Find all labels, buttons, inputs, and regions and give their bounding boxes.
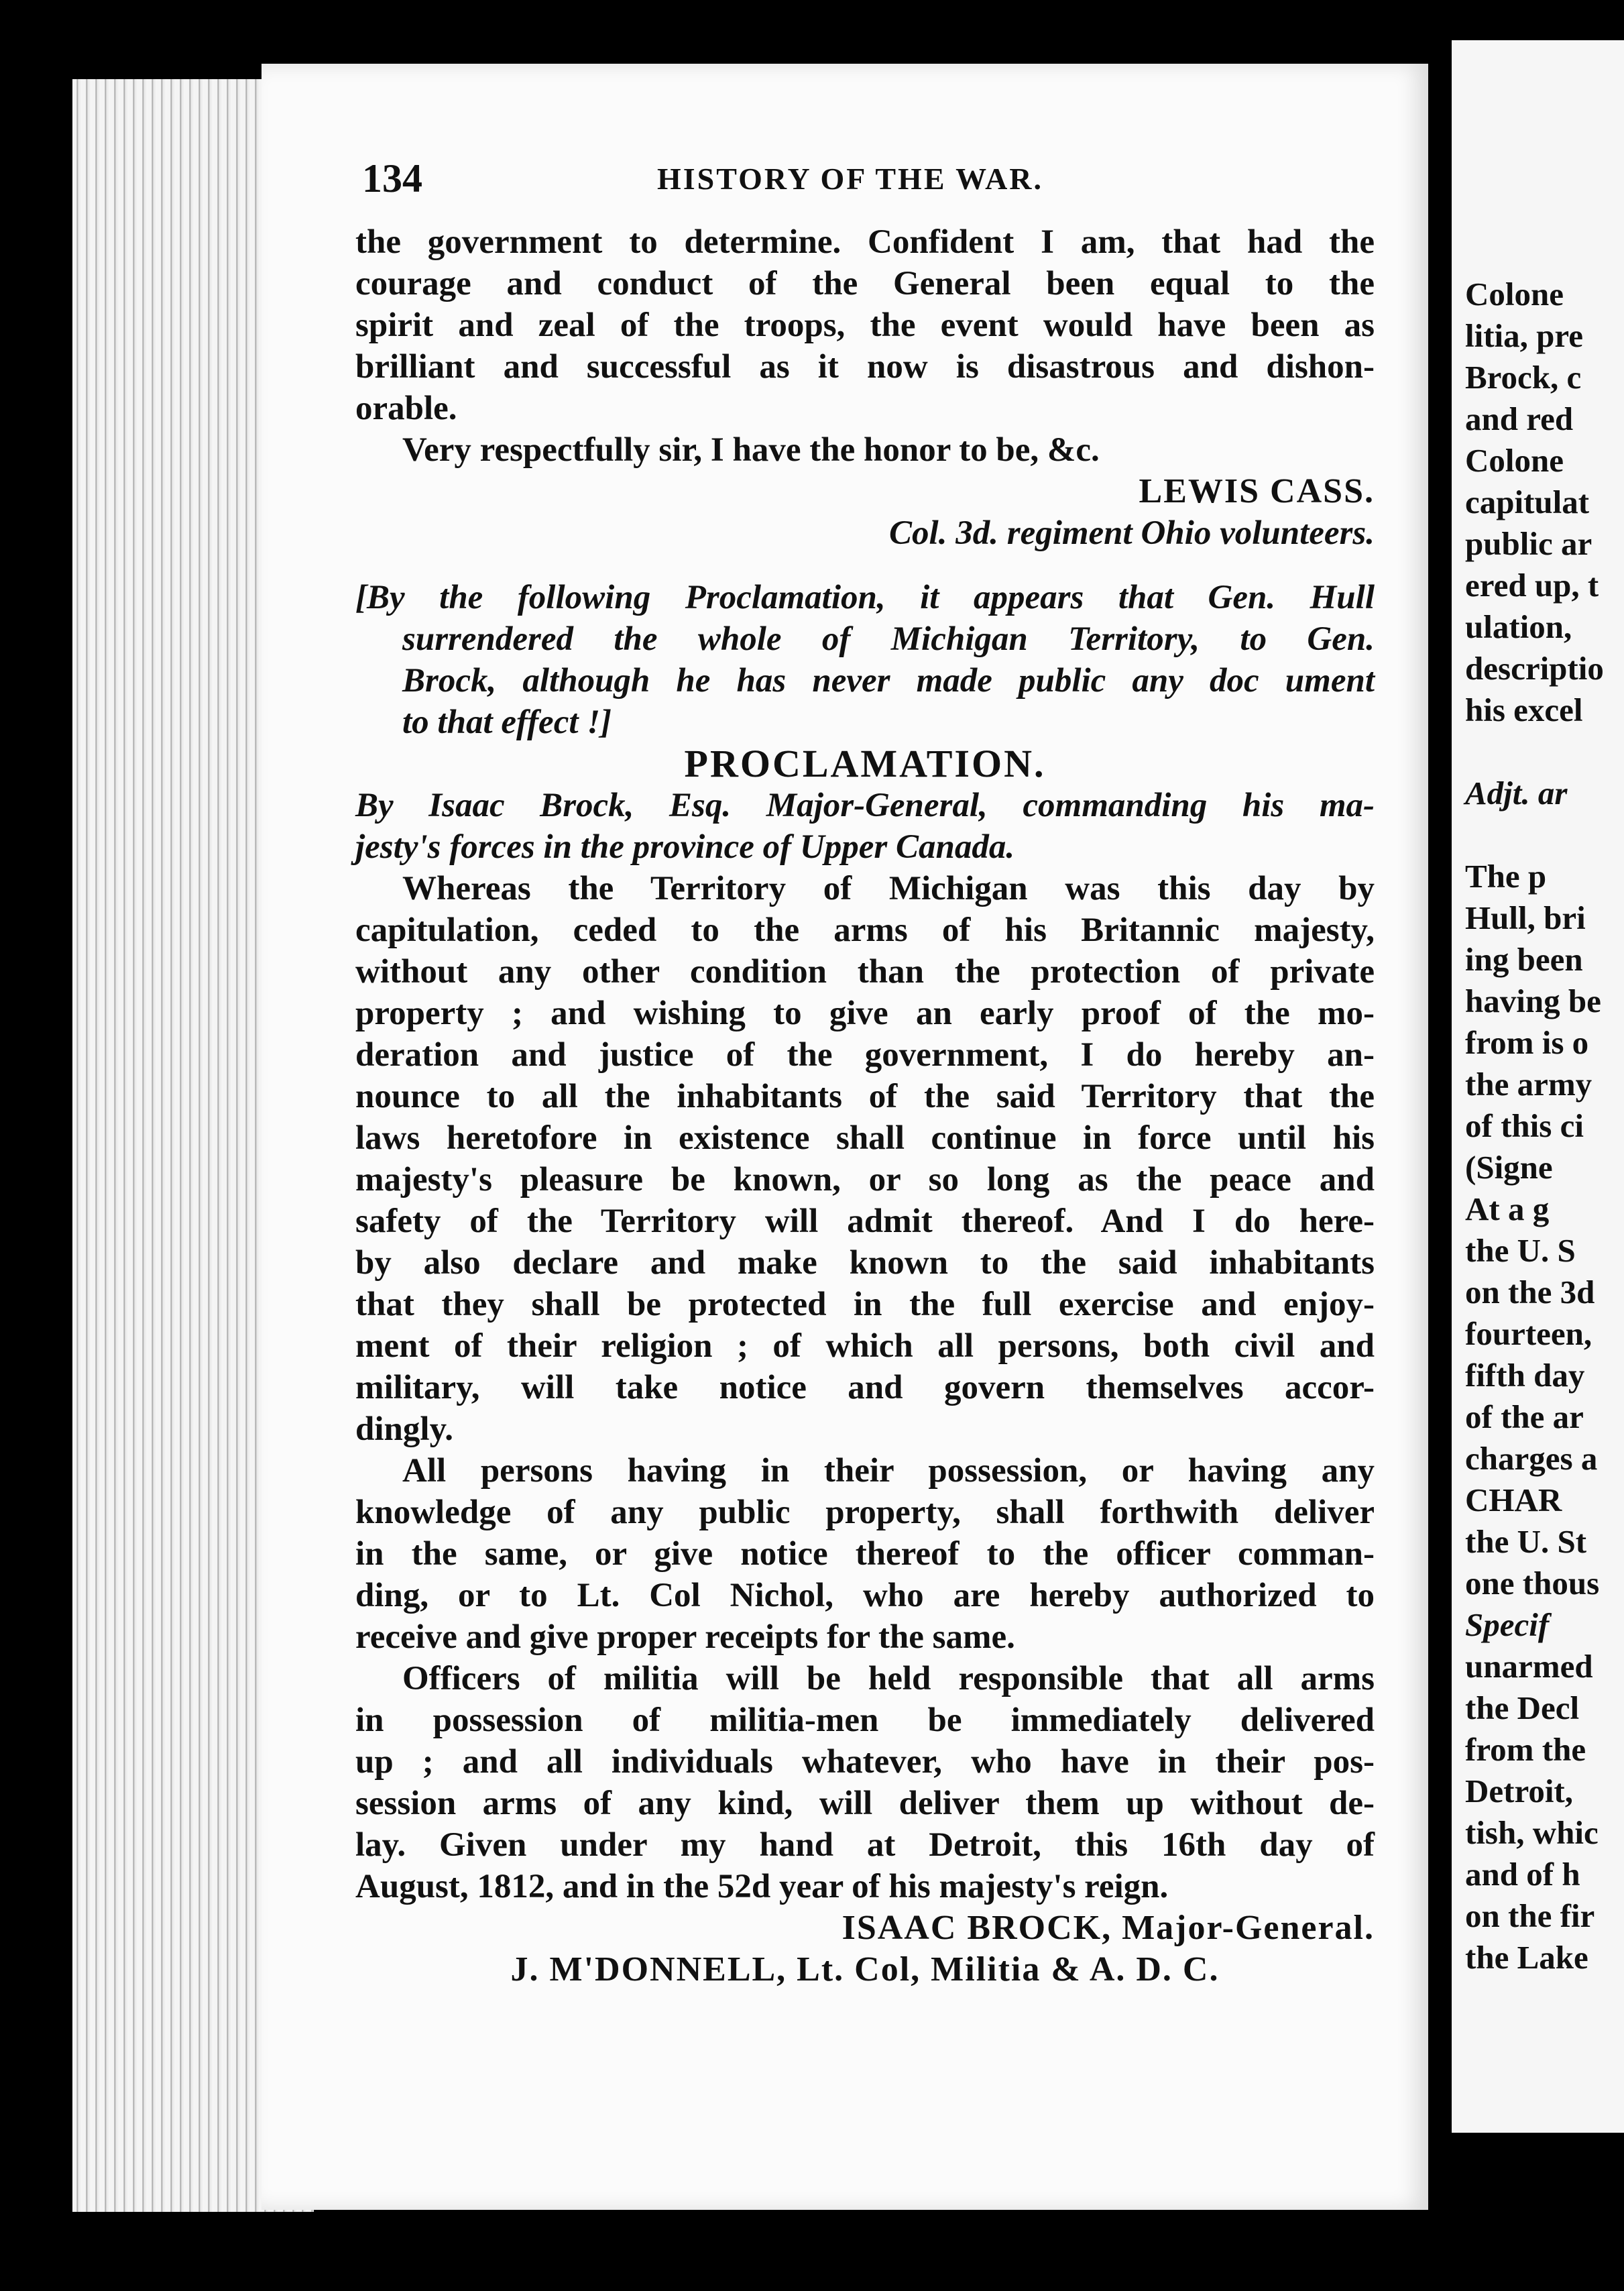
text-line: brilliant and successful as it now is disastrous and dishon- (355, 348, 1375, 386)
text-line: lay. Given under my hand at Detroit, this 16th day of (355, 1826, 1375, 1864)
right-page-line: At a g (1465, 1190, 1550, 1227)
right-page-line: descriptio (1465, 650, 1604, 687)
signature-mdonnell: J. M'DONNELL, Lt. Col, Militia & A. D. C. (510, 1950, 1220, 1989)
right-page-line: the U. S (1465, 1232, 1576, 1269)
right-page (1452, 40, 1624, 2133)
right-page-line: Brock, c (1465, 359, 1582, 396)
right-page-line: litia, pre (1465, 317, 1584, 354)
right-page-line: of the ar (1465, 1398, 1584, 1435)
running-head (362, 156, 1368, 203)
right-page-line: fifth day (1465, 1357, 1585, 1394)
right-page-line: his excel (1465, 691, 1583, 728)
signer-name: LEWIS CASS. (1139, 472, 1375, 510)
right-page-line (1452, 731, 1604, 773)
right-page-line: from the (1465, 1731, 1586, 1768)
text-line: capitulation, ceded to the arms of his Britannic majesty, (355, 911, 1375, 949)
running-title: HISTORY OF THE WAR. (657, 162, 1044, 196)
right-page-line: capitulat (1465, 484, 1590, 520)
right-page-line: ulation, (1465, 608, 1572, 645)
right-page-line: tish, whic (1465, 1814, 1599, 1851)
right-page-line: unarmed (1465, 1648, 1593, 1685)
right-page-line: from is o (1465, 1024, 1589, 1061)
text-line: Officers of militia will be held responsible that all arms (402, 1660, 1375, 1697)
text-line: majesty's pleasure be known, or so long as the peace and (355, 1161, 1375, 1198)
text-line: orable. (355, 390, 457, 427)
text-line: All persons having in their possession, or having any (402, 1452, 1375, 1490)
note-line: Brock, although he has never made public any doc ument (402, 662, 1375, 700)
text-line: courage and conduct of the General been equal to the (355, 265, 1375, 302)
byline-line: jesty's forces in the province of Upper Canada. (355, 828, 1015, 866)
signer-title: Col. 3d. regiment Ohio volunteers. (889, 514, 1375, 552)
right-page-line: on the 3d (1465, 1274, 1595, 1310)
signature-brock: ISAAC BROCK, Major-General. (842, 1909, 1375, 1947)
right-page-line: The p (1465, 858, 1547, 895)
text-line: safety of the Territory will admit thereof. And I do here- (355, 1203, 1375, 1240)
text-line: ment of their religion ; of which all persons, both civil and (355, 1327, 1375, 1365)
right-page-line: the U. St (1465, 1523, 1587, 1560)
paragraph-letter-end (355, 221, 1375, 429)
right-page-line: the Lake (1465, 1939, 1588, 1976)
page-number: 134 (362, 156, 422, 201)
text-line: by also declare and make known to the said inhabitants (355, 1244, 1375, 1282)
right-page-line: fourteen, (1465, 1315, 1592, 1352)
right-page-line: and red (1465, 400, 1574, 437)
right-page-line: on the fir (1465, 1897, 1595, 1934)
text-line: that they shall be protected in the full exercise and enjoy- (355, 1286, 1375, 1323)
byline-line: By Isaac Brock, Esq. Major-General, commanding his ma- (355, 787, 1375, 824)
text-line: without any other condition than the protection of private (355, 953, 1375, 991)
right-page-line: of this ci (1465, 1107, 1584, 1144)
text-line: laws heretofore in existence shall continue in force until his (355, 1119, 1375, 1157)
right-page-line (1452, 814, 1604, 856)
text-line: dingly. (355, 1410, 454, 1448)
note-line: to that effect !] (402, 704, 612, 741)
text-line: up ; and all individuals whatever, who have in their pos- (355, 1743, 1375, 1781)
proclamation-paragraph (355, 1450, 1375, 1658)
main-text (355, 221, 1375, 1991)
right-page-line: having be (1465, 983, 1601, 1019)
text-line: spirit and zeal of the troops, the event would have been as (355, 306, 1375, 344)
text-line: ding, or to Lt. Col Nichol, who are hereby authorized to (355, 1577, 1375, 1614)
right-page-line: Detroit, (1465, 1773, 1573, 1809)
text-line: in the same, or give notice thereof to the officer comman- (355, 1535, 1375, 1573)
proclamation-heading: PROCLAMATION. (684, 742, 1046, 785)
right-page-line: ered up, t (1465, 567, 1599, 604)
proclamation-paragraph (355, 868, 1375, 1450)
right-page-line: charges a (1465, 1440, 1598, 1477)
text-line: in possession of militia-men be immediately delivered (355, 1701, 1375, 1739)
right-page-line: and of h (1465, 1856, 1580, 1893)
right-page-line: Specif (1465, 1606, 1550, 1643)
right-page-line: ing been (1465, 941, 1583, 978)
text-line: Whereas the Territory of Michigan was this day by (402, 870, 1375, 907)
right-page-line: the Decl (1465, 1689, 1580, 1726)
right-page-line: Colone (1465, 442, 1564, 479)
right-page-line: (Signe (1465, 1149, 1553, 1186)
text-line: receive and give proper receipts for the same. (355, 1618, 1015, 1656)
right-page-line: public ar (1465, 525, 1592, 562)
right-page-line: one thous (1465, 1565, 1600, 1602)
note-line: surrendered the whole of Michigan Territory, to Gen. (402, 620, 1375, 658)
editorial-note (355, 577, 1375, 743)
text-line: August, 1812, and in the 52d year of his majesty's reign. (355, 1868, 1169, 1905)
text-line: military, will take notice and govern themselves accor- (355, 1369, 1375, 1406)
right-page-line: Colone (1465, 276, 1564, 313)
text-line: property ; and wishing to give an early proof of the mo- (355, 995, 1375, 1032)
right-page-line: Hull, bri (1465, 899, 1586, 936)
letter-closing: Very respectfully sir, I have the honor to be, &c. (402, 431, 1100, 469)
proclamation-paragraph (355, 1658, 1375, 1907)
right-page-line: Adjt. ar (1465, 775, 1568, 812)
text-line: the government to determine. Confident I am, that had the (355, 223, 1375, 261)
text-line: nounce to all the inhabitants of the said Territory that the (355, 1078, 1375, 1115)
text-line: deration and justice of the government, I do hereby an- (355, 1036, 1375, 1074)
proclamation-byline (355, 785, 1375, 868)
book-gutter (1432, 54, 1452, 2220)
text-line: knowledge of any public property, shall forthwith deliver (355, 1494, 1375, 1531)
text-line: session arms of any kind, will deliver them up without de- (355, 1785, 1375, 1822)
note-line: [By the following Proclamation, it appears that Gen. Hull (355, 579, 1375, 616)
right-page-line: CHAR (1465, 1482, 1562, 1518)
right-page-line: the army (1465, 1066, 1592, 1103)
right-page-text (1452, 274, 1604, 1978)
